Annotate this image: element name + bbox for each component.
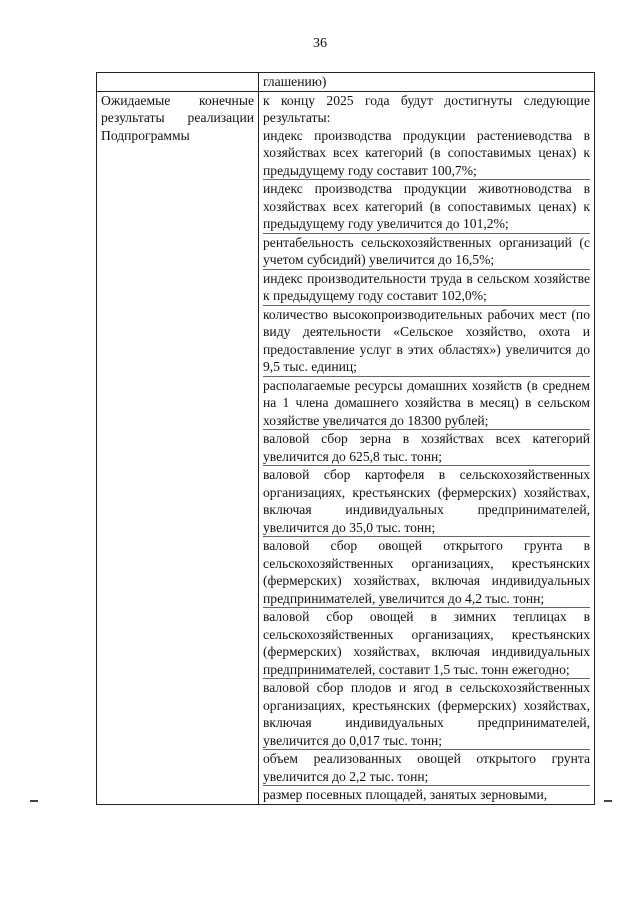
- row-label: Ожидаемые конечные результаты реализации Подпрограммы: [101, 92, 254, 143]
- result-item: располагаемые ресурсы домашних хозяйств (в среднем на 1 члена домашнего хозяйства в месяц) в сельском хозяйстве увеличатся до 18300 рублей;: [263, 377, 590, 431]
- continuation-cell: глашению): [259, 73, 595, 92]
- scan-mark-right: [604, 800, 612, 802]
- result-item: валовой сбор плодов и ягод в сельскохозяйственных организациях, крестьянских (фермерских) хозяйствах, включая индивидуальных предпринимателей, увеличится до 0,017 тыс. тонн;: [263, 679, 590, 750]
- result-item: валовой сбор овощей в зимних теплицах в сельскохозяйственных организациях, крестьянских (фермерских) хозяйствах, включая индивидуальных предпринимателей, составит 1,5 тыс. тонн ежегодно;: [263, 608, 590, 679]
- result-item: размер посевных площадей, занятых зерновыми,: [263, 787, 548, 802]
- scan-mark-left: [30, 800, 38, 802]
- continuation-row: [97, 73, 595, 92]
- result-item: количество высокопроизводительных рабочих мест (по виду деятельности «Сельское хозяйство, охота и предоставление услуг в этих областях») увеличится до 9,5 тыс. единиц;: [263, 306, 590, 377]
- result-item: объем реализованных овощей открытого грунта увеличится до 2,2 тыс. тонн;: [263, 750, 590, 786]
- result-item: валовой сбор зерна в хозяйствах всех категорий увеличится до 625,8 тыс. тонн;: [263, 430, 590, 466]
- result-item: индекс производства продукции животноводства в хозяйствах всех категорий (в сопоставимых ценах) к предыдущему году увеличится до 101,2%;: [263, 180, 590, 234]
- result-item: рентабельность сельскохозяйственных организаций (с учетом субсидий) увеличится до 16,5%;: [263, 234, 590, 270]
- page-number: 36: [313, 36, 327, 51]
- expected-results-row: [97, 91, 595, 804]
- result-item: валовой сбор картофеля в сельскохозяйственных организациях, крестьянских (фермерских) хозяйствах, включая индивидуальных предпринимателей, увеличится до 35,0 тыс. тонн;: [263, 466, 590, 537]
- results-lead: к концу 2025 года будут достигнуты следующие результаты:: [263, 92, 590, 125]
- result-item: индекс производства продукции растениеводства в хозяйствах всех категорий (в сопоставимых ценах) к предыдущему году составит 100,7%;: [263, 127, 590, 181]
- result-item: валовой сбор овощей открытого грунта в сельскохозяйственных организациях, крестьянских (фермерских) хозяйствах, включая индивидуальных предпринимателей, увеличится до 4,2 тыс. тонн;: [263, 537, 590, 608]
- result-item: индекс производительности труда в сельском хозяйстве к предыдущему году составит 102,0%;: [263, 270, 590, 306]
- results-cell: [259, 91, 595, 804]
- program-passport-table: [96, 72, 595, 805]
- row-label-cell: [97, 91, 259, 804]
- empty-label-cell: [97, 73, 259, 92]
